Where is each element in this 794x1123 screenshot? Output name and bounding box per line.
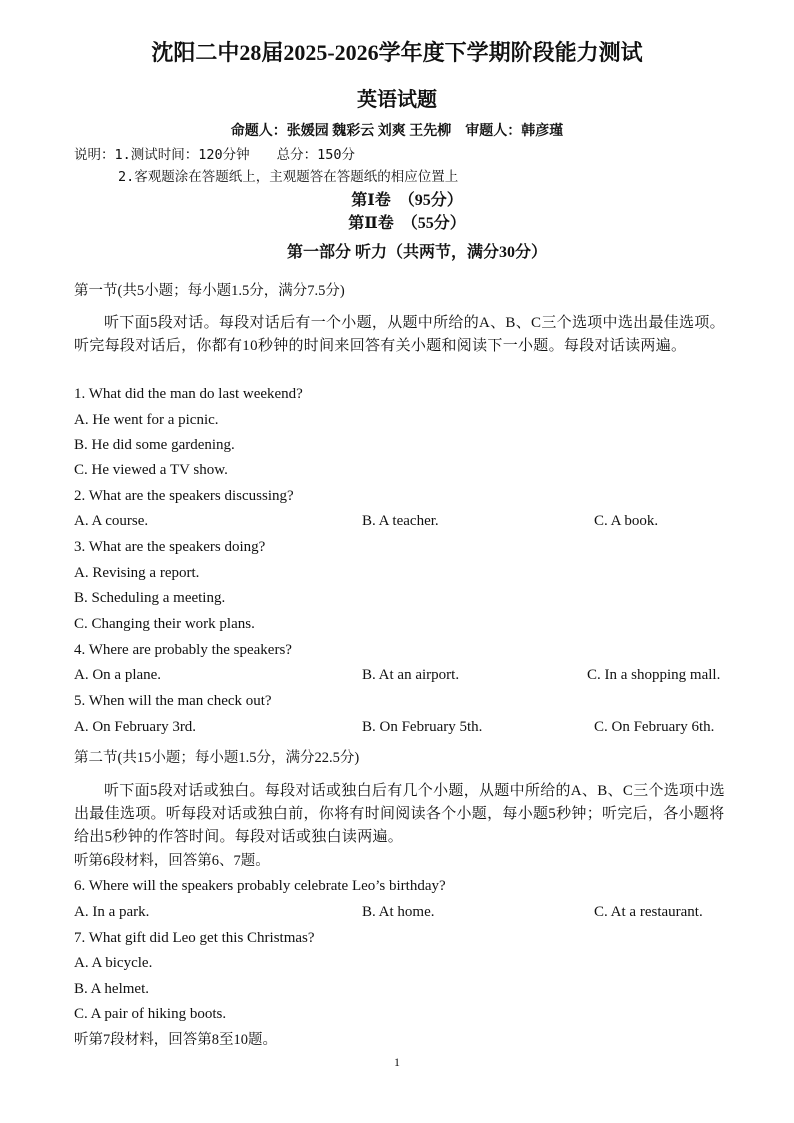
option: C. At a restaurant.	[594, 904, 703, 920]
question-4: 4. Where are probably the speakers?	[74, 642, 292, 658]
material-7-note: 听第7段材料，回答第8至10题。	[74, 1032, 277, 1048]
option: C. A pair of hiking boots.	[74, 1006, 227, 1022]
section-1-instructions: 听下面5段对话。每段对话后有一个小题，从题中所给的A、B、C三个选项中选出最佳选项。听完每段对话后，你都有10秒钟的时间来回答有关小题和阅读下一小题。每段对话读两遍。	[74, 315, 725, 354]
section-1-heading: 第一节(共5小题；每小题1.5分，满分7.5分)	[74, 283, 345, 299]
option: A. On February 3rd.	[74, 719, 197, 735]
option: A. Revising a report.	[74, 565, 200, 581]
option: B. Scheduling a meeting.	[74, 590, 226, 606]
section-2-instructions: 听下面5段对话或独白。每段对话或独白后有几个小题，从题中所给的A、B、C三个选项中选出最佳选项。听每段对话或独白前，你将有时间阅读各个小题，每小题5秒钟；听完后，各小题将给出5秒钟的作答时间。每段对话或独白读两遍。	[74, 783, 725, 845]
option: C. On February 6th.	[594, 719, 715, 735]
section-2-heading: 第二节(共15小题；每小题1.5分，满分22.5分)	[74, 750, 360, 766]
note-1: 说明：1.测试时间：120分钟 总分：150分	[74, 147, 356, 163]
option: C. In a shopping mall.	[587, 667, 721, 683]
option: B. He did some gardening.	[74, 437, 235, 453]
question-3: 3. What are the speakers doing?	[74, 539, 266, 555]
option: C. He viewed a TV show.	[74, 462, 228, 478]
option: A. In a park.	[74, 904, 150, 920]
question-7: 7. What gift did Leo get this Christmas?	[74, 930, 315, 946]
page-subtitle: 英语试题	[357, 89, 437, 111]
question-2: 2. What are the speakers discussing?	[74, 488, 294, 504]
option: C. Changing their work plans.	[74, 616, 255, 632]
option: B. A teacher.	[362, 513, 439, 529]
option: C. A book.	[594, 513, 659, 529]
option: B. At home.	[362, 904, 435, 920]
material-6-note: 听第6段材料，回答第6、7题。	[74, 853, 270, 869]
note-2: 2.客观题涂在答题纸上，主观题答在答题纸的相应位置上	[118, 169, 459, 185]
option: A. He went for a picnic.	[74, 412, 219, 428]
option: B. At an airport.	[362, 667, 460, 683]
volume-2: 第Ⅱ卷 （55分）	[348, 215, 466, 232]
volume-1: 第Ⅰ卷 （95分）	[351, 192, 463, 209]
option: A. A course.	[74, 513, 149, 529]
option: A. On a plane.	[74, 667, 162, 683]
page-title: 沈阳二中28届2025-2026学年度下学期阶段能力测试	[151, 40, 643, 65]
question-1: 1. What did the man do last weekend?	[74, 386, 303, 402]
page-number: 1	[394, 1055, 400, 1069]
authors: 命题人：张媛园 魏彩云 刘爽 王先柳 审题人：韩彦瑾	[230, 124, 564, 139]
option: B. A helmet.	[74, 981, 149, 997]
option: A. A bicycle.	[74, 955, 153, 971]
question-6: 6. Where will the speakers probably celebrate Leo’s birthday?	[74, 878, 446, 894]
option: B. On February 5th.	[362, 719, 483, 735]
question-5: 5. When will the man check out?	[74, 693, 272, 709]
part-1-heading: 第一部分 听力（共两节，满分30分）	[286, 244, 547, 261]
